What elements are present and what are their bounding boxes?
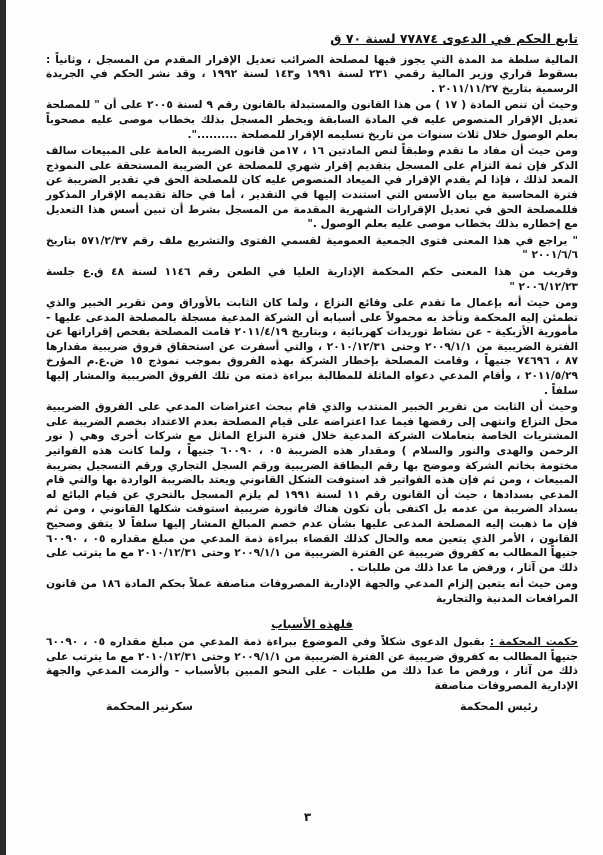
document-title: تابع الحكم في الدعوى ٧٧٨٧٤ لسنة ٧٠ ق xyxy=(330,31,578,46)
verdict xyxy=(46,635,578,693)
verdict-text: بقبول الدعوى شكلاً وفي الموضوع ببراءة ذمة المدعي من مبلغ مقداره ٠٥ ، ٦٠٠٩٠ جنيهاً المطالب به كفروق ضريبية عن الفترة الضريبية من ٢٠٠٩/١/١ وحتى ٢٠١٠/١٢/٣١ مع ما يترتب على ذلك من آثار ، ورفض ما عدا ذلك من طلبات - على النحو المبين بالأسباب - وألزمت المدعي والجهة الإدارية المصروفات مناصفة xyxy=(46,636,579,692)
paragraph-2: وحيث أن تنص المادة ( ١٧ ) من هذا القانون والمستبدلة بالقانون رقم ٩ لسنة ٢٠٠٥ على أن " للمصلحة تعديل الإقرار المنصوص عليه في المادة السابقة ويخطر المسجل بذلك بخطاب موصى عليه مصحوباً بعلم الوصول خلال ثلاث سنوات من تاريخ تسليمه الإقرار للمصلحة ..........". xyxy=(46,99,578,141)
president-label: رئيس المحكمة xyxy=(460,699,538,713)
paragraph-3: ومن حيث أن مفاد ما تقدم وطبقاً لنص المادتين ١٦ ، ١٧من قانون الضريبة العامة على المبيعات سالف الذكر فإن ثمة التزام على المسجل بتقديم إقرار شهري للمصلحة عن الضريبة المستحقة على النموذج المعد لذلك ، فإذا لم يقدم الإقرار في الميعاد المنصوص عليه كان للمصلحة الحق في تقدير الضريبة عن فترة المحاسبة مع بيان الأسس التي استندت إليها في التقدير ، أما في حالة تقديمه الإقرار المذكور فللمصلحة الحق في تعديل الإقرارات الشهرية المقدمة من المسجل بشرط أن تبين أسس هذا التعديل مع إخطاره بذلك بخطاب موصى عليه بعلم الوصول ." xyxy=(46,145,579,231)
document-body xyxy=(46,10,578,714)
signatures xyxy=(46,700,578,715)
verdict-label: حكمت المحكمة : xyxy=(489,636,578,649)
page-number: ٣ xyxy=(303,810,312,824)
paragraph-7: وحيث أن الثابت من تقرير الخبير المنتدب والذي قام ببحث اعتراضات المدعي على الفروق الضريبية محل النزاع وانتهى إلى رفضها فيما عدا اعتراضه على قيام المصلحة بعدم الاعتداد بخصم الضريبة على المشتريات الخاصة بتعاملات الشركة المدعية خلال فترة النزاع الماثل مع شركات أخرى وهي ( نور الرحمن والهدى والنور والسلام ) ومقدار هذه الضريبة ٠٥ ، ٦٠٠٩٠ جنيهاً ، ولما كانت هذه الفواتير مختومة بخاتم الشركة وموضح بها رقم البطاقة الضريبية ورقم السجل التجاري ورقم التسجيل بضريبة المبيعات ، ومن ثم فإن هذه الفواتير قد استوفت الشكل القانوني ويعتد بالضريبة الواردة بها والتي قام المدعي بسدادها ، حيث أن القانون رقم ١١ لسنة ١٩٩١ لم يلزم المسجل بالتحري عن قيام البائع له بسداد الضريبة من عدمه بل اكتفى بأن تكون هناك فاتورة ضريبية استوفت شكلها القانوني ، ومن ثم فإن ما ذهبت إليه المصلحة المدعى عليها بشأن عدم خصم المبالغ المشار إليها سلفاً لا يتفق وصحيح القانون ، الأمر الذي يتعين معه والحال كذلك القضاء ببراءة ذمة المدعي من مبلغ مقداره ٠٥ ، ٦٠٠٩٠ جنيهاً المطالب به كفروق ضريبية عن الفترة الضريبية من ٢٠٠٩/١/١ وحتى ٢٠١٠/١٢/٣١ مع ما يترتب على ذلك من آثار ، ورفض ما عدا ذلك من طلبات . xyxy=(46,401,579,574)
secretary-label: سكرتير المحكمة xyxy=(106,699,193,713)
paragraph-4: " يراجع في هذا المعنى فتوى الجمعية العمومية لقسمي الفتوى والتشريع ملف رقم ٥٧١/٢/٣٧ بتاريخ ٢٠٠١/٦/٦ " xyxy=(46,234,578,262)
paragraph-5: وقريب من هذا المعنى حكم المحكمة الإدارية العليا في الطعن رقم ١١٤٦ لسنة ٤٨ ق.ع جلسة ٢٠٠٦/١٢/٢٣ " xyxy=(46,265,578,293)
paragraph-6: ومن حيث أنه بإعمال ما تقدم على وقائع النزاع ، ولما كان الثابت بالأوراق ومن تقرير الخبير والذي تطمئن إليه المحكمة وتأخذ به محمولاً على أسبابه أن الشركة المدعية مسجلة بالمصلحة المدعى عليها - مأمورية الأزبكية - عن نشاط توريدات كهربائية ، وبتاريخ ٢٠١١/٤/١٩ قامت المصلحة بفحص إقراراتها عن الفترة الضريبية من ٢٠٠٩/١/١ وحتى ٢٠١٠/١٢/٣١ ، والتي أسفرت عن استحقاق فروق ضريبية مقدارها ٨٧ ، ٧٤٦٩٦ جنيهاً ، وقامت المصلحة بإخطار الشركة بهذه الفروق بموجب نموذج ١٥ ض.ع.م المؤرخ ٢٠١١/٥/٢٩ ، وأقام المدعي دعواه الماثلة للمطالبة ببراءة ذمته من تلك الفروق الضريبية والمشار إليها سلفاً . xyxy=(46,297,579,397)
reasons-heading: فلهذه الأسباب xyxy=(271,616,353,631)
paragraph-8: ومن حيث أنه يتعين إلزام المدعي والجهة الإدارية المصروفات مناصفة عملاً بحكم المادة ١٨٦ من قانون المرافعات المدنية والتجارية xyxy=(46,578,578,605)
paragraph-1: المالية سلطة مد المدة التي يجوز فيها لمصلحة الضرائب تعديل الإقرار المقدم من المسجل ، وثانياً : بسقوط قراري وزير المالية رقمي ٢٣١ لسنة ١٩٩١ و١٤٣ لسنة ١٩٩٢ ، وقد نشر الحكم في الجريدة الرسمية بتاريخ ٢٠١١/١١/٢٧ . xyxy=(46,53,579,95)
